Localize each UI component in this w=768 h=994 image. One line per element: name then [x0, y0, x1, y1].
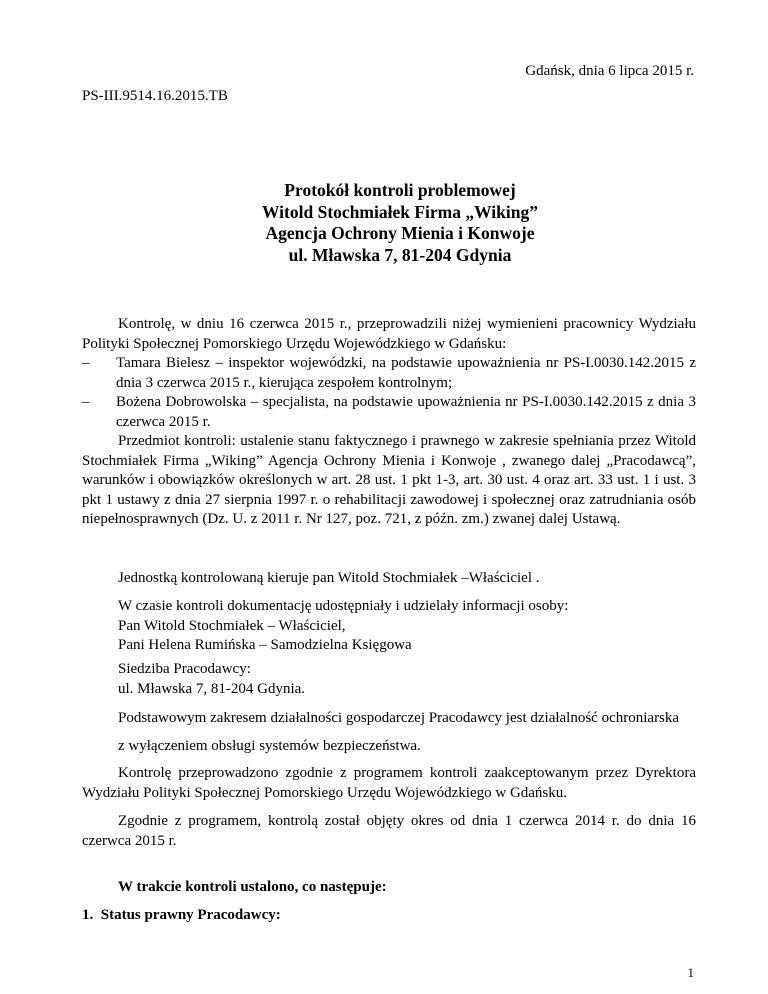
document-title: [260, 180, 540, 266]
list-dash: –: [82, 355, 90, 371]
place-date: Gdańsk, dnia 6 lipca 2015 r.: [525, 63, 694, 79]
program-paragraph: Kontrolę przeprowadzono zgodnie z programem kontroli zaakceptowanym przez Dyrektora Wydziału Polityki Społecznej Pomorskiego Urzędu Wojewódzkiego w Gdańsku.: [82, 765, 696, 801]
inspector-item: [82, 354, 696, 393]
inspectors-list: [82, 354, 696, 432]
title-line-2: Witold Stochmiałek Firma „Wiking”: [262, 201, 538, 222]
intro-paragraph: Kontrolę, w dniu 16 czerwca 2015 r., przeprowadzili niżej wymienieni pracownicy Wydziału Polityki Społecznej Pomorskiego Urzędu Wojewódzkiego w Gdańsku:: [82, 316, 696, 352]
title-line-3: Agencja Ochrony Mienia i Konwoje: [265, 223, 535, 243]
seat: [118, 660, 696, 699]
inspector-item: [82, 393, 696, 432]
managed-by: Jednostką kontrolowaną kieruje pan Witold Stochmiałek –Właściciel .: [118, 570, 540, 586]
section-1-heading: 1. Status prawny Pracodawcy:: [82, 907, 281, 923]
info-persons-intro: W czasie kontroli dokumentację udostępniały i udzielały informacji osoby:: [118, 598, 569, 614]
activity-line-2: z wyłączeniem obsługi systemów bezpieczeństwa.: [118, 738, 421, 754]
subject-paragraph: Przedmiot kontroli: ustalenie stanu faktycznego i prawnego w zakresie spełniania przez Witold Stochmiałek Firma „Wiking” Agencja Ochrony Mienia i Konwoje , zwanego dalej „Pracodawcą”, warunków i obowiązków określonych w art. 28 ust. 1 pkt 1-3, art. 30 ust. 4 oraz art. 33 ust. 1 i ust. 3 pkt 1 ustawy z dnia 27 sierpnia 1997 r. o rehabilitacji zawodowej i społecznej oraz zatrudniania osób niepełnosprawnych (Dz. U. z 2011 r. Nr 127, poz. 721, z późn. zm.) zwanej dalej Ustawą.: [82, 433, 696, 527]
info-person-1: Pan Witold Stochmiałek – Właściciel,: [118, 617, 346, 634]
seat-address: ul. Mławska 7, 81-204 Gdynia.: [118, 680, 306, 697]
findings-heading: W trakcie kontroli ustalono, co następuje:: [118, 879, 387, 895]
period-paragraph: Zgodnie z programem, kontrolą został objęty okres od dnia 1 czerwca 2014 r. do dnia 16 czerwca 2015 r.: [82, 813, 696, 849]
list-dash: –: [82, 394, 90, 410]
seat-label: Siedziba Pracodawcy:: [118, 661, 251, 677]
page-number: 1: [687, 965, 694, 980]
inspector-text: Bożena Dobrowolska – specjalista, na podstawie upoważnienia nr PS-I.0030.142.2015 z dnia 3 czerwca 2015 r.: [116, 394, 696, 430]
title-line-4: ul. Mławska 7, 81-204 Gdynia: [288, 244, 512, 265]
title-line-1: Protokół kontroli problemowej: [284, 180, 516, 200]
info-persons: [118, 597, 696, 656]
activity-line-1: Podstawowym zakresem działalności gospodarczej Pracodawcy jest działalność ochroniarska: [118, 710, 680, 726]
reference-number: PS-III.9514.16.2015.TB: [82, 88, 228, 104]
inspector-text: Tamara Bielesz – inspektor wojewódzki, na podstawie upoważnienia nr PS-I.0030.142.2015 z dnia 3 czerwca 2015 r., kierująca zespołem kontrolnym;: [116, 355, 696, 391]
info-person-2: Pani Helena Rumińska – Samodzielna Księgowa: [118, 637, 412, 653]
